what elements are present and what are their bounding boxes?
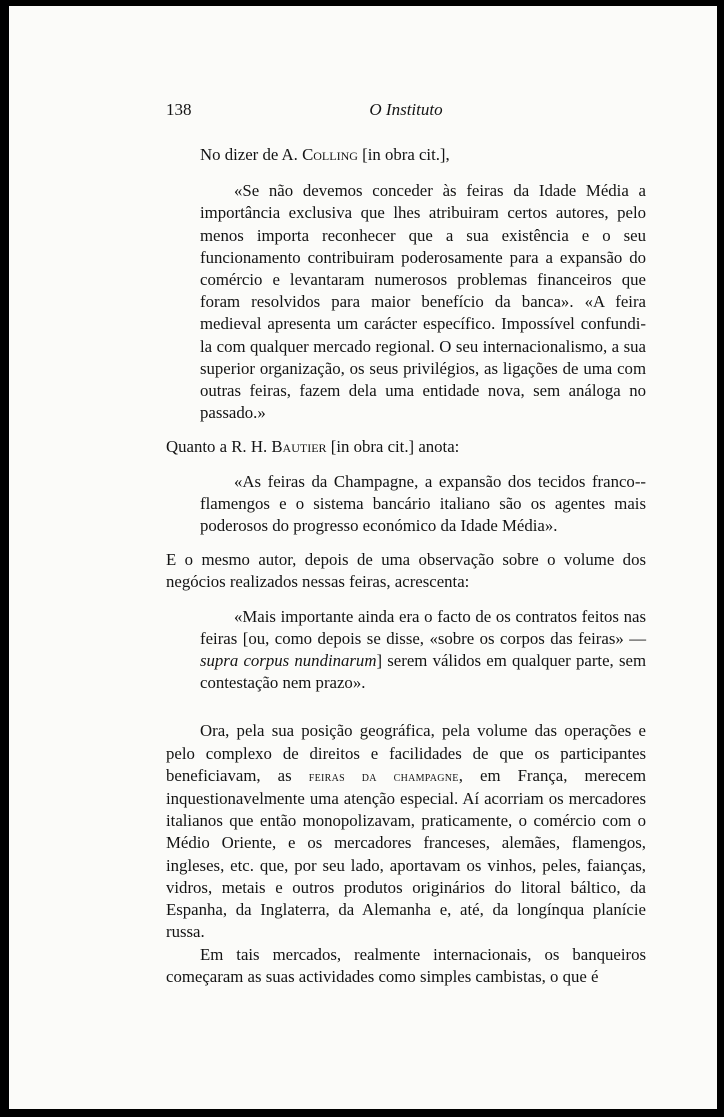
page-body — [166, 144, 646, 988]
latin-phrase: supra corpus nundinarum — [200, 651, 377, 671]
paragraph-bautier-intro — [166, 436, 646, 458]
quote-bautier-2 — [200, 606, 646, 695]
text-span: [in obra cit.] anota: — [326, 437, 460, 457]
quote-bautier-1: «As feiras da Champagne, a expansão dos tecidos franco--flamengos e o sistema bancário italiano são os agentes mais poderosos do progresso económico da Idade Média». — [200, 471, 646, 536]
text-span: Ora, pela sua posição geográfica, pela volume das operações e pelo complexo de direitos e facilidades de que os participantes beneficiavam, as — [166, 721, 646, 785]
text-span: ] serem válidos em qualquer parte, sem contestação nem prazo». — [200, 651, 647, 693]
paragraph-bautier-followup: E o mesmo autor, depois de uma observação sobre o volume dos negócios realizados nessas feiras, acrescenta: — [166, 550, 646, 592]
running-title: O Instituto — [369, 100, 443, 119]
text-span: , em França, merecem inquestionavelmente uma atenção especial. Aí acorriam os mercadores italianos que então monopolizavam, praticamente, o comércio com o Médio Oriente, e os mercadores franceses, alemães, flamengos, ingleses, etc. que, por seu lado, aportavam os vinhos, peles, faianças, vidros, metais e outros produtos originários do litoral báltico, da Espanha, da Inglaterra, da Alemanha e, até, da longínqua planície russa. — [166, 765, 647, 942]
page-number: 138 — [166, 100, 192, 119]
champagne-fairs-smallcaps: feiras da champagne — [308, 768, 459, 785]
text-span: No dizer de A. — [200, 145, 303, 164]
paragraph-bankers: Em tais mercados, realmente internacionais, os banqueiros começaram as suas actividades como simples cambistas, o que é — [166, 944, 646, 986]
author-name: Colling — [302, 145, 358, 164]
text-span: «Mais importante ainda era o facto de os contratos feitos nas feiras [ou, como depois se disse, «sobre os corpos das feiras» — — [200, 606, 646, 648]
author-name: Bautier — [271, 437, 327, 457]
quote-colling: «Se não devemos conceder às feiras da Idade Média a importância exclusiva que lhes atribuiram certos autores, pelo menos importa reconhecer que a sua existência e o seu funcionamento contribuiram poderosamente para a expansão do comércio e levantaram numerosos problemas financeiros que foram resolvidos para maior benefício da banca». «A feira medieval apresenta um carácter específico. Impossível confundi-la com qualquer mercado regional. O seu internacionalismo, a sua superior organização, os seus privilégios, as ligações de uma com outras feiras, fazem dela uma entidade nova, sem análoga no passado.» — [200, 181, 646, 423]
book-page — [9, 6, 717, 1109]
paragraph-colling-intro — [166, 144, 646, 166]
text-span: Quanto a R. H. — [166, 437, 272, 457]
paragraph-champagne-fairs — [166, 720, 646, 943]
text-span: [in obra cit.], — [357, 145, 450, 164]
